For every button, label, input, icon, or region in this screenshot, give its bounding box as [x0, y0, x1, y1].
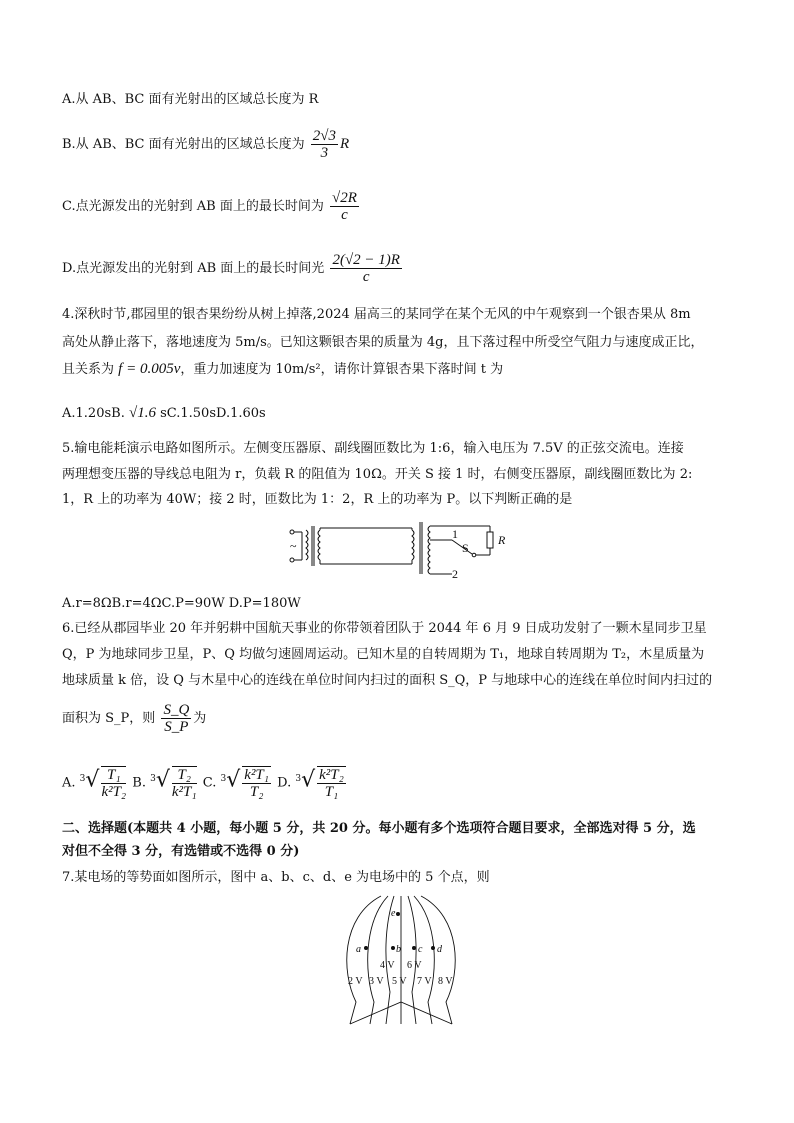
q6-line-4-pre: 面积为 S_P，则: [62, 711, 156, 726]
q3-option-d: [62, 252, 404, 285]
fraction-numerator: S_Q: [163, 702, 190, 718]
voltage-label-4v: 4 V: [380, 960, 395, 971]
q6-line-1: 6.已经从郡园毕业 20 年并躬耕中国航天事业的你带领着团队于 2044 年 6 月 9 日成功发射了一颗木星同步卫星: [62, 621, 707, 636]
q7-line-1: 7.某电场的等势面如图所示，图中 a、b、c、d、e 为电场中的 5 个点，则: [62, 870, 490, 885]
q3-option-b-text: B.从 AB、BC 面有光射出的区域总长度为: [62, 137, 305, 152]
radicand-fraction: [172, 766, 197, 800]
q6-option-a-cuberoot: [80, 766, 128, 800]
q6-line-4-post: 为: [193, 711, 207, 726]
q4-line-3: [62, 360, 503, 379]
q3-option-b-fraction: [311, 128, 338, 161]
q6-option-c-cuberoot: [221, 766, 273, 800]
voltage-label-7v: 7 V: [417, 976, 432, 987]
q6-line-3: 地球质量 k 倍，设 Q 与木星中心的连线在单位时间内扫过的面积 S_Q，P 与地球中心的连线在单位时间内扫过的: [62, 673, 713, 688]
q3-option-b-tail: R: [340, 136, 350, 152]
resistor-label: R: [498, 533, 506, 547]
q5-options: A.r=8ΩB.r=4ΩC.P=90W D.P=180W: [62, 596, 301, 611]
q4-line-3-pre: 且关系为: [62, 362, 115, 377]
fraction-denominator: S_P: [164, 719, 189, 735]
fraction-denominator: T₂: [249, 784, 264, 800]
fraction-numerator: √2R: [331, 190, 357, 206]
q6-line-4: [62, 702, 206, 735]
switch-position-1: 1: [452, 527, 458, 541]
q4-option-rest: sC.1.50sD.1.60s: [160, 406, 266, 421]
q6-option-c-label: C.: [202, 775, 217, 791]
q3-option-c-fraction: [330, 190, 359, 223]
q6-option-b-cuberoot: [150, 766, 198, 800]
q4-option-a: A.1.20sB.: [62, 406, 125, 421]
q6-ratio-fraction: [161, 702, 191, 735]
switch-position-2: 2: [452, 567, 458, 581]
voltage-label-2v: 2 V: [348, 976, 363, 987]
q6-option-d-label: D.: [277, 775, 292, 791]
fraction-numerator: T₁: [101, 767, 126, 784]
q4-line-1: 4.深秋时节,郡园里的银杏果纷纷从树上掉落,2024 届高三的某同学在某个无风的中午观察到一个银杏果从 8m: [62, 307, 691, 322]
fraction-numerator: k²T₂: [319, 767, 344, 783]
voltage-label-3v: 3 V: [369, 976, 384, 987]
voltage-label-8v: 8 V: [438, 976, 453, 987]
point-b-label: b: [396, 944, 401, 955]
voltage-label-6v: 6 V: [407, 960, 422, 971]
point-c-label: c: [418, 944, 423, 955]
q3-option-d-fraction: [330, 252, 402, 285]
fraction-denominator: c: [362, 269, 370, 285]
root-index: 3: [220, 774, 227, 785]
radicand-fraction: [242, 766, 271, 800]
radicand-fraction: [101, 766, 126, 800]
voltage-label-5v: 5 V: [392, 976, 407, 987]
q6-option-b-label: B.: [132, 775, 146, 791]
q4-line-3-post: ，重力加速度为 10m/s²，请你计算银杏果下落时间 t 为: [180, 362, 504, 377]
point-a-label: a: [356, 944, 361, 955]
point-d-label: d: [437, 944, 442, 955]
radical-sign-icon: √: [155, 767, 170, 793]
q6-option-d-cuberoot: [295, 766, 347, 800]
fraction-denominator: c: [341, 207, 348, 223]
fraction-denominator: T₁: [324, 784, 339, 800]
ac-source-symbol: ~: [290, 539, 297, 553]
fraction-numerator: k²T₁: [244, 767, 269, 783]
q4-option-b-root: √1.6: [128, 405, 156, 421]
q3-option-a: A.从 AB、BC 面有光射出的区域总长度为 R: [62, 92, 319, 107]
root-index: 3: [295, 774, 302, 785]
root-index: 3: [79, 774, 86, 785]
root-index: 3: [150, 774, 156, 785]
q3-option-c: [62, 190, 361, 223]
fraction-numerator: 2√3: [312, 128, 337, 144]
q5-line-1: 5.输电能耗演示电路如图所示。左侧变压器原、副线圈匝数比为 1:6，输入电压为 7.5V 的正弦交流电。连接: [62, 441, 684, 456]
q5-line-3: 1，R 上的功率为 40W；接 2 时，匝数比为 1：2，R 上的功率为 P。以下判断正确的是: [62, 492, 573, 507]
section-2-heading-line-1: 二、选择题(本题共 4 小题，每小题 5 分，共 20 分。每小题有多个选项符合题目要求，全部选对得 5 分，选: [62, 821, 696, 836]
q6-options: [62, 766, 348, 806]
q4-formula: f = 0.005v: [118, 361, 181, 377]
q5-line-2: 两理想变压器的导线总电阻为 r，负载 R 的阻值为 10Ω。开关 S 接 1 时，右侧变压器原，副线圈匝数比为 2:: [62, 467, 693, 482]
equipotential-surface-diagram: [336, 892, 466, 1030]
fraction-numerator: T₂: [172, 767, 197, 784]
radicand-fraction: [317, 766, 346, 800]
radical-sign-icon: √: [226, 767, 241, 793]
point-e-label: e: [391, 908, 396, 919]
section-2-heading-line-2: 对但不全得 3 分，有选错或不选得 0 分): [62, 844, 300, 859]
transformer-circuit-diagram: [282, 518, 512, 582]
q3-option-c-text: C.点光源发出的光射到 AB 面上的最长时间为: [62, 199, 324, 214]
fraction-denominator: k²T₂: [101, 784, 127, 800]
q6-line-2: Q，P 为地球同步卫星，P、Q 均做匀速圆周运动。已知木星的自转周期为 T₁，地球自转周期为 T₂，木星质量为: [62, 647, 705, 662]
radical-sign-icon: √: [85, 767, 100, 793]
q6-option-a-label: A.: [62, 775, 76, 791]
fraction-denominator: k²T₁: [171, 784, 197, 800]
q3-option-d-text: D.点光源发出的光射到 AB 面上的最长时间光: [62, 261, 325, 276]
fraction-denominator: 3: [320, 145, 329, 161]
q4-line-2: 高处从静止落下，落地速度为 5m/s。已知这颗银杏果的质量为 4g，且下落过程中所受空气阻力与速度成正比，: [62, 335, 704, 350]
switch-label: S: [462, 541, 469, 555]
fraction-numerator: 2(√2 − 1)R: [332, 252, 400, 268]
q4-options: [62, 404, 266, 423]
radical-sign-icon: √: [301, 767, 316, 793]
q3-option-b: [62, 128, 349, 161]
